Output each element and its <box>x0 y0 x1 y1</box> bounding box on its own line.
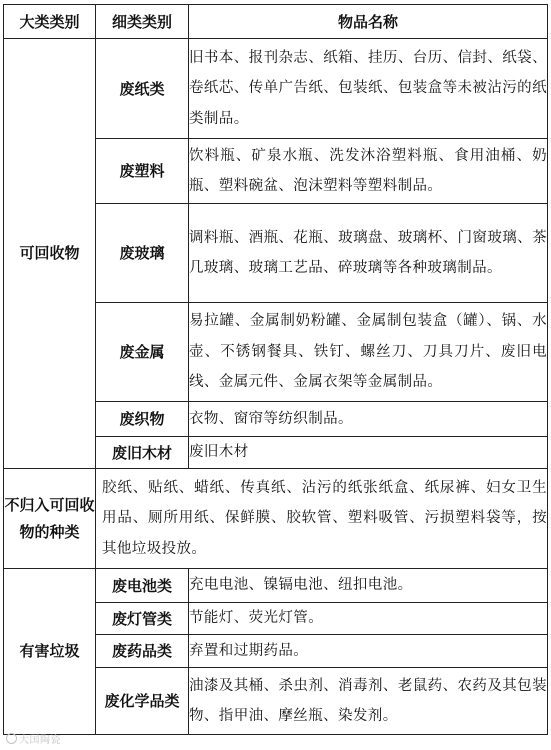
minor-category: 废化学品类 <box>96 668 189 735</box>
item-names: 饮料瓶、矿泉水瓶、洗发沐浴塑料瓶、食用油桶、奶瓶、塑料碗盆、泡沫塑料等塑料制品。 <box>189 139 548 204</box>
watermark-logo-icon <box>6 733 17 744</box>
item-names: 弃置和过期药品。 <box>189 635 548 668</box>
item-names: 调料瓶、酒瓶、花瓶、玻璃盘、玻璃杯、门窗玻璃、茶几玻璃、玻璃工艺品、碎玻璃等各种玻璃制品。 <box>189 204 548 303</box>
watermark <box>6 731 61 746</box>
header-item-names: 物品名称 <box>189 5 548 39</box>
item-names: 易拉罐、金属制奶粉罐、金属制包装盒（罐）、锅、水壶、不锈钢餐具、铁钉、螺丝刀、刀具刀片、废旧电线、金属元件、金属衣架等金属制品。 <box>189 303 548 402</box>
table-row <box>4 569 548 603</box>
item-names: 胶纸、贴纸、蜡纸、传真纸、沾污的纸张纸盒、纸尿裤、妇女卫生用品、厕所用纸、保鲜膜、胶软管、塑料吸管、污损塑料袋等，按其他垃圾投放。 <box>96 469 548 569</box>
minor-category: 废电池类 <box>96 569 189 603</box>
table-row <box>4 469 548 569</box>
major-category-hazardous: 有害垃圾 <box>4 569 96 735</box>
header-minor-category: 细类类别 <box>96 5 189 39</box>
header-row <box>4 5 548 39</box>
minor-category: 废玻璃 <box>96 204 189 303</box>
item-names: 油漆及其桶、杀虫剂、消毒剂、老鼠药、农药及其包装物、指甲油、摩丝瓶、染发剂。 <box>189 668 548 735</box>
waste-classification-table <box>3 4 548 735</box>
major-category-non-recyclable: 不归入可回收物的种类 <box>4 469 96 569</box>
item-names: 节能灯、荧光灯管。 <box>189 603 548 635</box>
item-names: 充电电池、镍镉电池、纽扣电池。 <box>189 569 548 603</box>
minor-category: 废织物 <box>96 402 189 437</box>
minor-category: 废纸类 <box>96 39 189 139</box>
minor-category: 废金属 <box>96 303 189 402</box>
minor-category: 废塑料 <box>96 139 189 204</box>
minor-category: 废旧木材 <box>96 437 189 469</box>
table-row <box>4 39 548 139</box>
header-major-category: 大类类别 <box>4 5 96 39</box>
minor-category: 废灯管类 <box>96 603 189 635</box>
item-names: 衣物、窗帘等纺织制品。 <box>189 402 548 437</box>
item-names: 废旧木材 <box>189 437 548 469</box>
major-category-recyclable: 可回收物 <box>4 39 96 469</box>
watermark-text: 大国陶瓷 <box>19 735 61 746</box>
minor-category: 废药品类 <box>96 635 189 668</box>
item-names: 旧书本、报刊杂志、纸箱、挂历、台历、信封、纸袋、卷纸芯、传单广告纸、包装纸、包装盒等未被沾污的纸类制品。 <box>189 39 548 139</box>
